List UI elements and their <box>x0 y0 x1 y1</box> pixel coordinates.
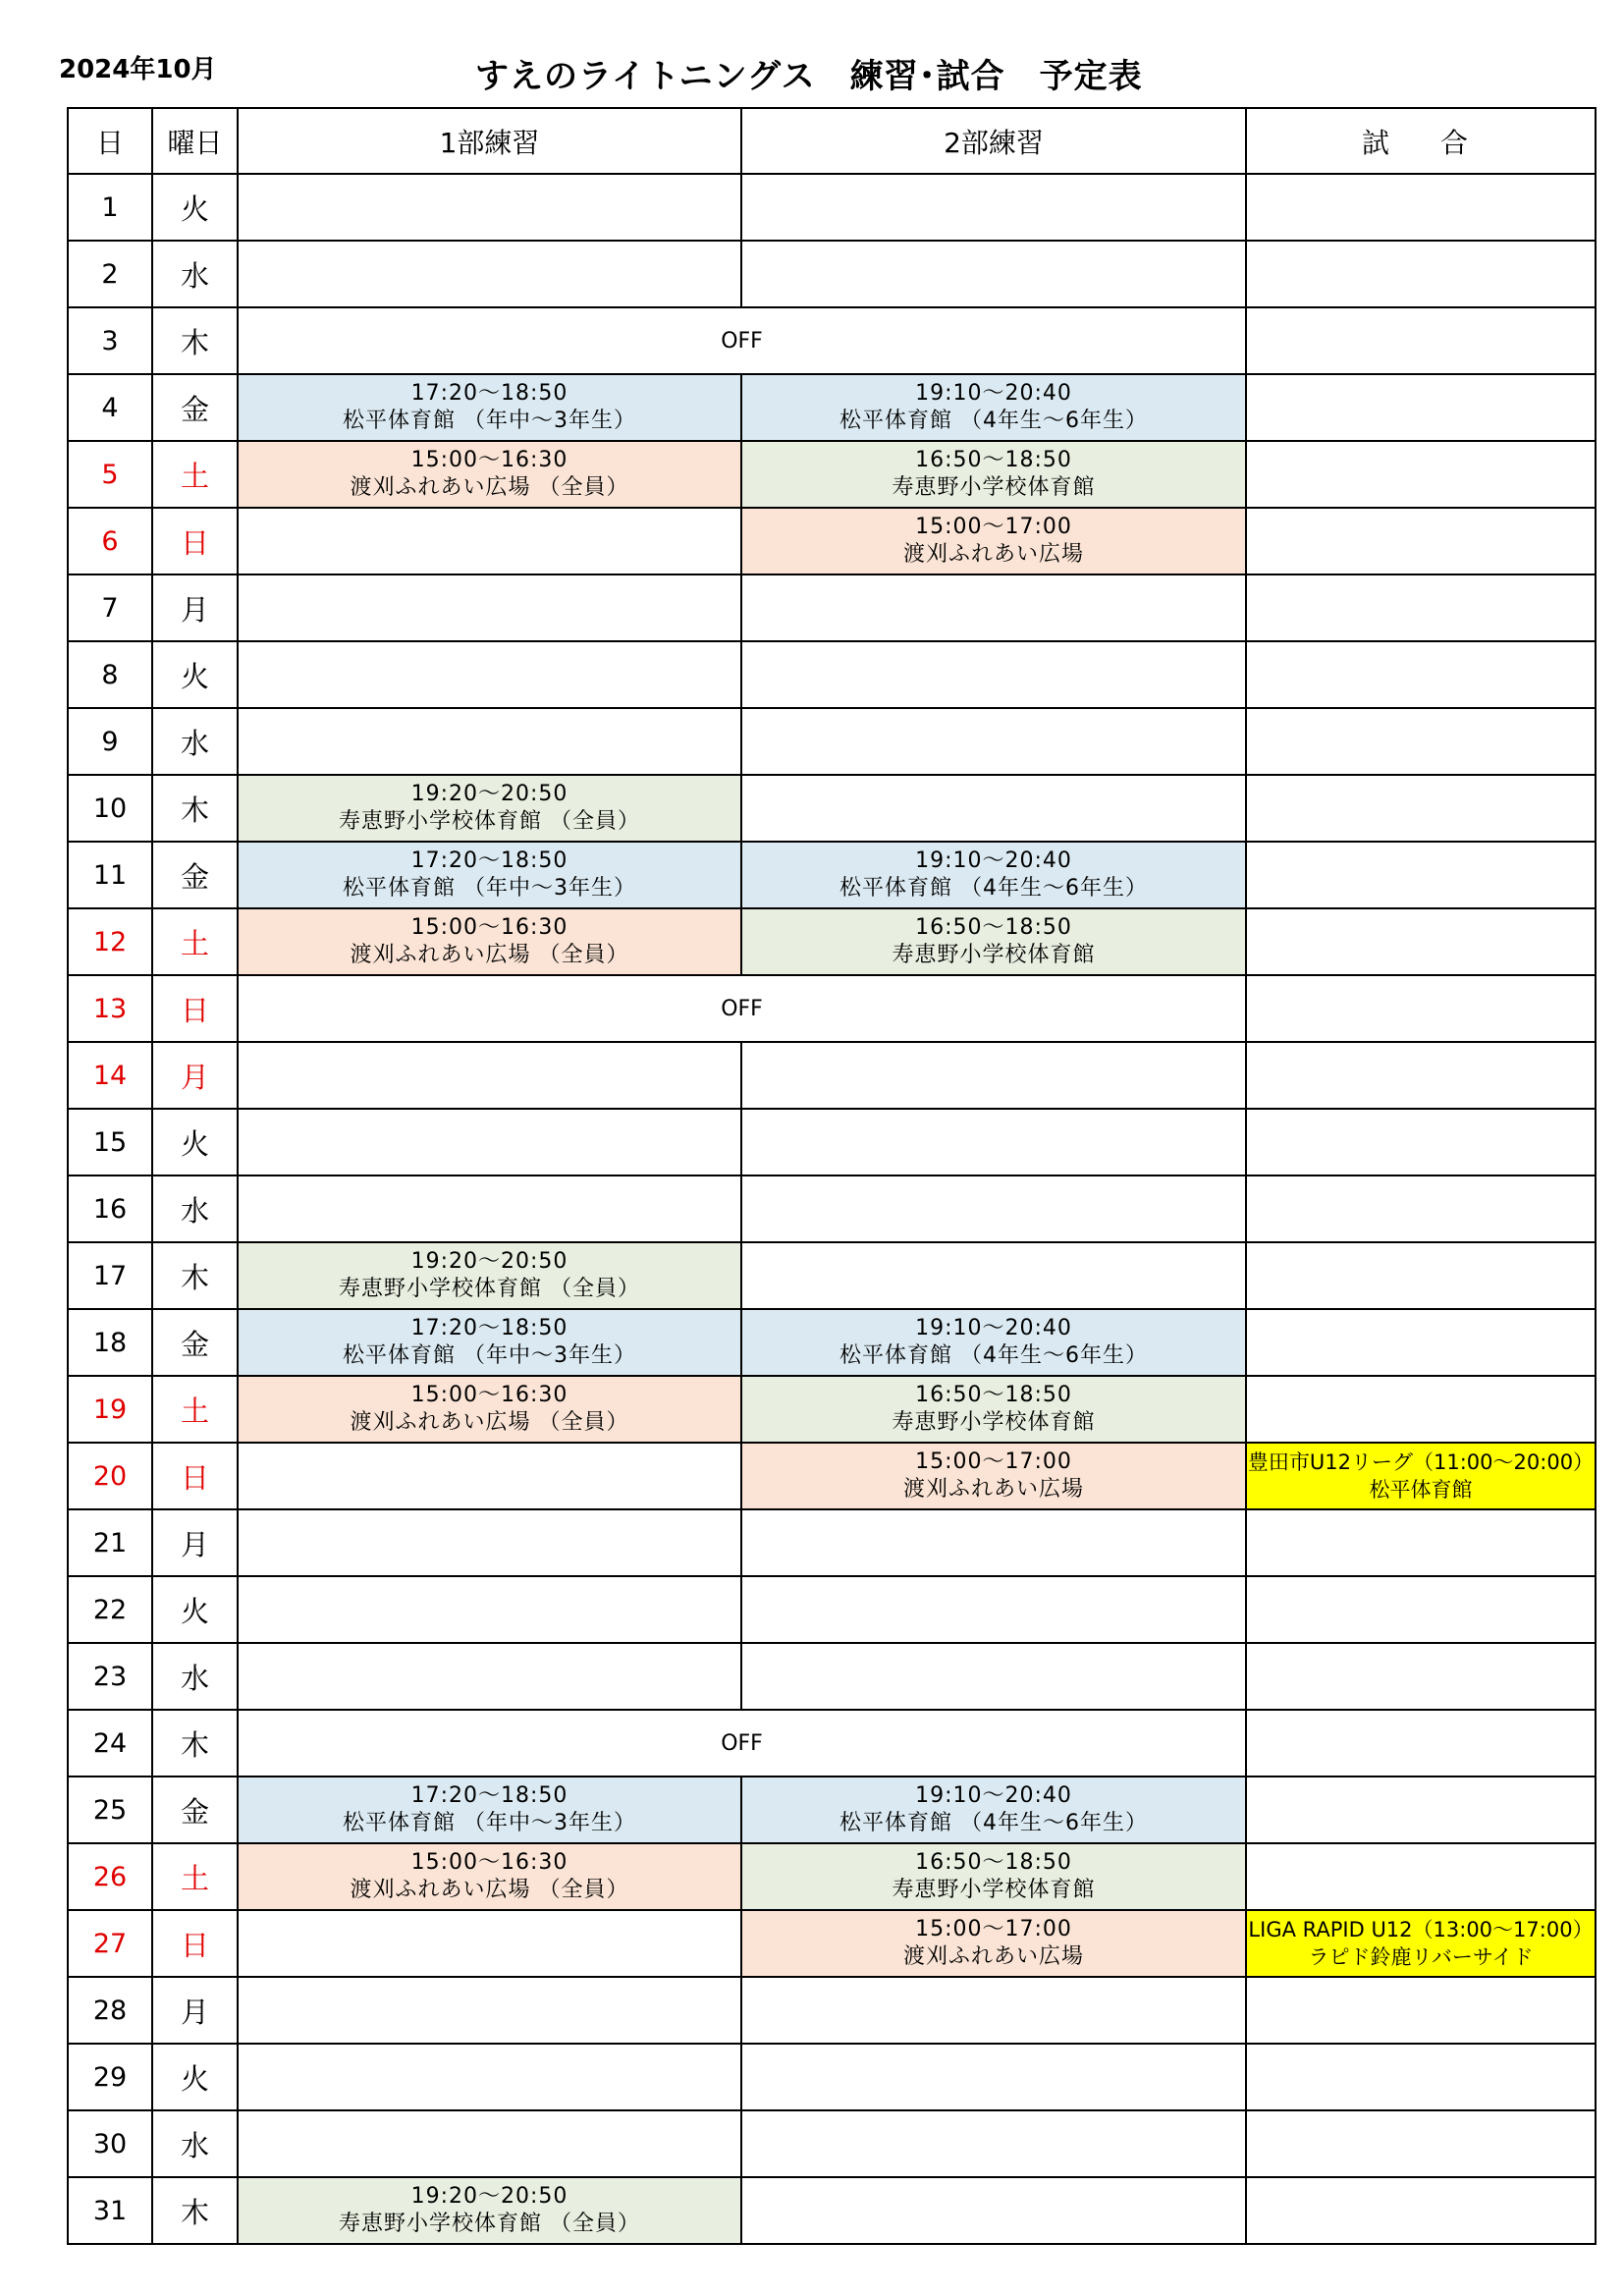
weekday-cell: 火 <box>152 641 238 708</box>
weekday-cell: 水 <box>152 1643 238 1710</box>
practice-2-cell <box>741 2110 1246 2177</box>
practice-1-cell-time: 15:00～16:30 <box>410 448 568 472</box>
practice-1-cell <box>238 374 741 441</box>
table-row <box>68 2044 1596 2110</box>
day-cell: 8 <box>68 641 152 708</box>
practice-1-cell <box>238 1777 741 1843</box>
practice-1-cell-time: 17:20～18:50 <box>410 848 568 873</box>
table-row <box>68 574 1596 641</box>
off-cell: OFF <box>238 975 1246 1042</box>
match-cell <box>1246 1042 1596 1109</box>
practice-2-cell <box>741 2177 1246 2244</box>
table-row <box>68 1376 1596 1443</box>
practice-1-cell-time: 15:00～16:30 <box>410 915 568 940</box>
practice-2-cell <box>741 842 1246 908</box>
match-cell <box>1246 1576 1596 1643</box>
table-row <box>68 1977 1596 2044</box>
practice-2-cell <box>741 1042 1246 1109</box>
day-cell: 1 <box>68 174 152 241</box>
day-cell: 29 <box>68 2044 152 2110</box>
table-row <box>68 441 1596 508</box>
practice-1-cell-place: 渡刈ふれあい広場 （全員） <box>350 943 629 967</box>
day-cell: 17 <box>68 1242 152 1309</box>
practice-2-cell <box>741 174 1246 241</box>
match-cell <box>1246 1910 1596 1977</box>
weekday-cell: 土 <box>152 1843 238 1910</box>
weekday-cell: 木 <box>152 1242 238 1309</box>
table-row <box>68 1910 1596 1977</box>
day-cell: 24 <box>68 1710 152 1777</box>
practice-1-cell-place: 渡刈ふれあい広場 （全員） <box>350 1878 629 1902</box>
weekday-cell: 日 <box>152 1910 238 1977</box>
day-cell: 14 <box>68 1042 152 1109</box>
day-cell: 18 <box>68 1309 152 1376</box>
weekday-cell: 水 <box>152 241 238 307</box>
practice-1-cell <box>238 1309 741 1376</box>
off-cell: OFF <box>238 1710 1246 1777</box>
table-row <box>68 1175 1596 1242</box>
day-cell: 10 <box>68 775 152 842</box>
match-cell <box>1246 975 1596 1042</box>
match-cell <box>1246 441 1596 508</box>
weekday-cell: 火 <box>152 1576 238 1643</box>
weekday-cell: 月 <box>152 1977 238 2044</box>
weekday-cell: 日 <box>152 508 238 574</box>
day-cell: 22 <box>68 1576 152 1643</box>
practice-1-cell <box>238 2177 741 2244</box>
schedule-body <box>68 174 1596 2244</box>
day-cell: 16 <box>68 1175 152 1242</box>
practice-1-cell <box>238 1109 741 1175</box>
day-cell: 5 <box>68 441 152 508</box>
practice-2-cell <box>741 1309 1246 1376</box>
practice-1-cell <box>238 1242 741 1309</box>
practice-1-cell <box>238 1376 741 1443</box>
day-cell: 2 <box>68 241 152 307</box>
header-row <box>68 108 1596 174</box>
match-cell <box>1246 1376 1596 1443</box>
match-cell <box>1246 2044 1596 2110</box>
weekday-cell: 火 <box>152 174 238 241</box>
weekday-cell: 金 <box>152 1309 238 1376</box>
practice-1-cell <box>238 641 741 708</box>
practice-1-cell <box>238 842 741 908</box>
practice-1-cell-place: 渡刈ふれあい広場 （全員） <box>350 1410 629 1435</box>
practice-2-cell <box>741 775 1246 842</box>
practice-1-cell <box>238 1042 741 1109</box>
practice-2-cell <box>741 1843 1246 1910</box>
match-cell <box>1246 508 1596 574</box>
day-cell: 23 <box>68 1643 152 1710</box>
weekday-cell: 火 <box>152 2044 238 2110</box>
match-cell <box>1246 2177 1596 2244</box>
practice-2-cell <box>741 574 1246 641</box>
day-cell: 12 <box>68 908 152 975</box>
practice-2-cell-place: 寿恵野小学校体育館 <box>892 1410 1096 1435</box>
table-row <box>68 1042 1596 1109</box>
match-cell <box>1246 775 1596 842</box>
day-cell: 31 <box>68 2177 152 2244</box>
practice-1-cell-place: 松平体育館 （年中～3年生） <box>343 1811 636 1835</box>
practice-1-cell-place: 松平体育館 （年中～3年生） <box>343 876 636 901</box>
practice-1-cell-time: 17:20～18:50 <box>410 1783 568 1808</box>
weekday-cell: 火 <box>152 1109 238 1175</box>
match-cell <box>1246 241 1596 307</box>
match-cell <box>1246 2110 1596 2177</box>
weekday-cell: 月 <box>152 1509 238 1576</box>
practice-1-cell-time: 15:00～16:30 <box>410 1383 568 1407</box>
match-cell <box>1246 708 1596 775</box>
weekday-cell: 月 <box>152 1042 238 1109</box>
practice-2-cell-place: 寿恵野小学校体育館 <box>892 475 1096 500</box>
practice-1-cell-place: 渡刈ふれあい広場 （全員） <box>350 475 629 500</box>
practice-2-cell <box>741 1977 1246 2044</box>
match-cell <box>1246 908 1596 975</box>
weekday-cell: 木 <box>152 2177 238 2244</box>
practice-1-cell <box>238 1576 741 1643</box>
weekday-cell: 木 <box>152 775 238 842</box>
practice-1-cell-place: 寿恵野小学校体育館 （全員） <box>339 809 640 834</box>
table-row <box>68 2177 1596 2244</box>
header-weekday: 曜日 <box>152 108 238 174</box>
day-cell: 13 <box>68 975 152 1042</box>
practice-2-cell-place: 渡刈ふれあい広場 <box>902 1944 1084 1969</box>
match-cell <box>1246 842 1596 908</box>
weekday-cell: 土 <box>152 1376 238 1443</box>
practice-2-cell-place: 寿恵野小学校体育館 <box>892 1878 1096 1902</box>
practice-2-cell-time: 15:00～17:00 <box>915 515 1072 539</box>
off-cell: OFF <box>238 307 1246 374</box>
weekday-cell: 水 <box>152 708 238 775</box>
practice-1-cell <box>238 775 741 842</box>
day-cell: 27 <box>68 1910 152 1977</box>
match-cell <box>1246 174 1596 241</box>
practice-2-cell <box>741 708 1246 775</box>
practice-2-cell <box>741 508 1246 574</box>
practice-1-cell-time: 19:20～20:50 <box>410 2184 568 2209</box>
match-cell <box>1246 1242 1596 1309</box>
table-row <box>68 2110 1596 2177</box>
table-row <box>68 1576 1596 1643</box>
table-row <box>68 1509 1596 1576</box>
practice-2-cell <box>741 1576 1246 1643</box>
practice-2-cell <box>741 1242 1246 1309</box>
match-cell <box>1246 1309 1596 1376</box>
schedule-table <box>67 107 1597 2245</box>
weekday-cell: 水 <box>152 1175 238 1242</box>
practice-1-cell <box>238 708 741 775</box>
practice-1-cell <box>238 1910 741 1977</box>
practice-2-cell <box>741 908 1246 975</box>
match-cell <box>1246 1175 1596 1242</box>
practice-1-cell <box>238 2044 741 2110</box>
table-row <box>68 1710 1596 1777</box>
match-cell <box>1246 641 1596 708</box>
practice-1-cell-place: 松平体育館 （年中～3年生） <box>343 409 636 433</box>
day-cell: 3 <box>68 307 152 374</box>
match-event: 豊田市U12リーグ（11:00～20:00） <box>1247 1450 1595 1474</box>
practice-2-cell-time: 16:50～18:50 <box>915 448 1072 472</box>
table-row <box>68 708 1596 775</box>
day-cell: 9 <box>68 708 152 775</box>
weekday-cell: 金 <box>152 374 238 441</box>
practice-1-cell <box>238 174 741 241</box>
practice-2-cell-time: 16:50～18:50 <box>915 1383 1072 1407</box>
match-cell <box>1246 1643 1596 1710</box>
weekday-cell: 金 <box>152 1777 238 1843</box>
table-row <box>68 908 1596 975</box>
practice-2-cell-time: 16:50～18:50 <box>915 1850 1072 1875</box>
table-row <box>68 842 1596 908</box>
practice-2-cell-time: 15:00～17:00 <box>915 1449 1072 1474</box>
practice-2-cell-place: 渡刈ふれあい広場 <box>902 542 1084 567</box>
practice-2-cell <box>741 1443 1246 1509</box>
day-cell: 7 <box>68 574 152 641</box>
practice-1-cell-time: 19:20～20:50 <box>410 782 568 806</box>
practice-2-cell-time: 19:10～20:40 <box>915 848 1072 873</box>
table-row <box>68 1843 1596 1910</box>
practice-2-cell <box>741 1777 1246 1843</box>
practice-1-cell-place: 松平体育館 （年中～3年生） <box>343 1343 636 1368</box>
weekday-cell: 日 <box>152 975 238 1042</box>
practice-1-cell <box>238 1443 741 1509</box>
practice-2-cell-place: 松平体育館 （4年生～6年生） <box>839 409 1148 433</box>
header-match: 試 合 <box>1246 108 1596 174</box>
weekday-cell: 木 <box>152 1710 238 1777</box>
match-cell <box>1246 1710 1596 1777</box>
table-row <box>68 1242 1596 1309</box>
practice-2-cell-time: 19:10～20:40 <box>915 1783 1072 1808</box>
day-cell: 26 <box>68 1843 152 1910</box>
practice-1-cell <box>238 2110 741 2177</box>
practice-1-cell-time: 17:20～18:50 <box>410 381 568 406</box>
practice-1-cell <box>238 441 741 508</box>
weekday-cell: 金 <box>152 842 238 908</box>
practice-2-cell-place: 寿恵野小学校体育館 <box>892 943 1096 967</box>
match-cell <box>1246 374 1596 441</box>
header-day: 日 <box>68 108 152 174</box>
practice-2-cell-time: 16:50～18:50 <box>915 915 1072 940</box>
match-cell <box>1246 1777 1596 1843</box>
table-row <box>68 641 1596 708</box>
match-venue: ラピド鈴鹿リバーサイド <box>1308 1945 1534 1969</box>
practice-1-cell <box>238 574 741 641</box>
practice-2-cell-place: 渡刈ふれあい広場 <box>902 1477 1084 1502</box>
practice-1-cell-time: 19:20～20:50 <box>410 1249 568 1274</box>
practice-2-cell <box>741 1175 1246 1242</box>
practice-2-cell <box>741 441 1246 508</box>
page-title: すえのライトニングス 練習･試合 予定表 <box>475 57 1143 96</box>
practice-2-cell <box>741 1910 1246 1977</box>
weekday-cell: 月 <box>152 574 238 641</box>
day-cell: 15 <box>68 1109 152 1175</box>
practice-1-cell-time: 15:00～16:30 <box>410 1850 568 1875</box>
header-practice-2: 2部練習 <box>741 108 1246 174</box>
table-row <box>68 307 1596 374</box>
practice-1-cell <box>238 241 741 307</box>
table-row <box>68 508 1596 574</box>
day-cell: 25 <box>68 1777 152 1843</box>
day-cell: 6 <box>68 508 152 574</box>
weekday-cell: 日 <box>152 1443 238 1509</box>
practice-2-cell-place: 松平体育館 （4年生～6年生） <box>839 1811 1148 1835</box>
practice-2-cell <box>741 641 1246 708</box>
practice-1-cell <box>238 1977 741 2044</box>
practice-1-cell-place: 寿恵野小学校体育館 （全員） <box>339 1277 640 1301</box>
weekday-cell: 水 <box>152 2110 238 2177</box>
practice-2-cell-place: 松平体育館 （4年生～6年生） <box>839 1343 1148 1368</box>
day-cell: 11 <box>68 842 152 908</box>
match-cell <box>1246 1109 1596 1175</box>
match-event: LIGA RAPID U12（13:00～17:00） <box>1248 1918 1594 1941</box>
table-row <box>68 1109 1596 1175</box>
table-row <box>68 174 1596 241</box>
practice-2-cell-place: 松平体育館 （4年生～6年生） <box>839 876 1148 901</box>
header-practice-1: 1部練習 <box>238 108 741 174</box>
practice-2-cell-time: 19:10～20:40 <box>915 1316 1072 1340</box>
weekday-cell: 木 <box>152 307 238 374</box>
table-row <box>68 1309 1596 1376</box>
practice-2-cell <box>741 1509 1246 1576</box>
table-row <box>68 374 1596 441</box>
practice-1-cell-place: 寿恵野小学校体育館 （全員） <box>339 2212 640 2236</box>
practice-2-cell <box>741 1643 1246 1710</box>
day-cell: 19 <box>68 1376 152 1443</box>
practice-1-cell <box>238 508 741 574</box>
practice-1-cell <box>238 1843 741 1910</box>
month-label: 2024年10月 <box>59 55 217 84</box>
day-cell: 4 <box>68 374 152 441</box>
match-cell <box>1246 1509 1596 1576</box>
day-cell: 21 <box>68 1509 152 1576</box>
match-venue: 松平体育館 <box>1369 1478 1473 1502</box>
practice-1-cell-time: 17:20～18:50 <box>410 1316 568 1340</box>
table-row <box>68 1643 1596 1710</box>
practice-2-cell <box>741 241 1246 307</box>
practice-2-cell <box>741 2044 1246 2110</box>
weekday-cell: 土 <box>152 908 238 975</box>
practice-1-cell <box>238 1509 741 1576</box>
table-row <box>68 775 1596 842</box>
practice-2-cell <box>741 374 1246 441</box>
weekday-cell: 土 <box>152 441 238 508</box>
day-cell: 30 <box>68 2110 152 2177</box>
practice-1-cell <box>238 1175 741 1242</box>
table-row <box>68 1443 1596 1509</box>
table-row <box>68 1777 1596 1843</box>
match-cell <box>1246 574 1596 641</box>
practice-2-cell <box>741 1109 1246 1175</box>
practice-2-cell-time: 15:00～17:00 <box>915 1917 1072 1941</box>
match-cell <box>1246 1843 1596 1910</box>
match-cell <box>1246 1443 1596 1509</box>
match-cell <box>1246 307 1596 374</box>
table-row <box>68 975 1596 1042</box>
practice-1-cell <box>238 1643 741 1710</box>
match-cell <box>1246 1977 1596 2044</box>
practice-2-cell <box>741 1376 1246 1443</box>
practice-1-cell <box>238 908 741 975</box>
practice-2-cell-time: 19:10～20:40 <box>915 381 1072 406</box>
day-cell: 28 <box>68 1977 152 2044</box>
day-cell: 20 <box>68 1443 152 1509</box>
table-row <box>68 241 1596 307</box>
